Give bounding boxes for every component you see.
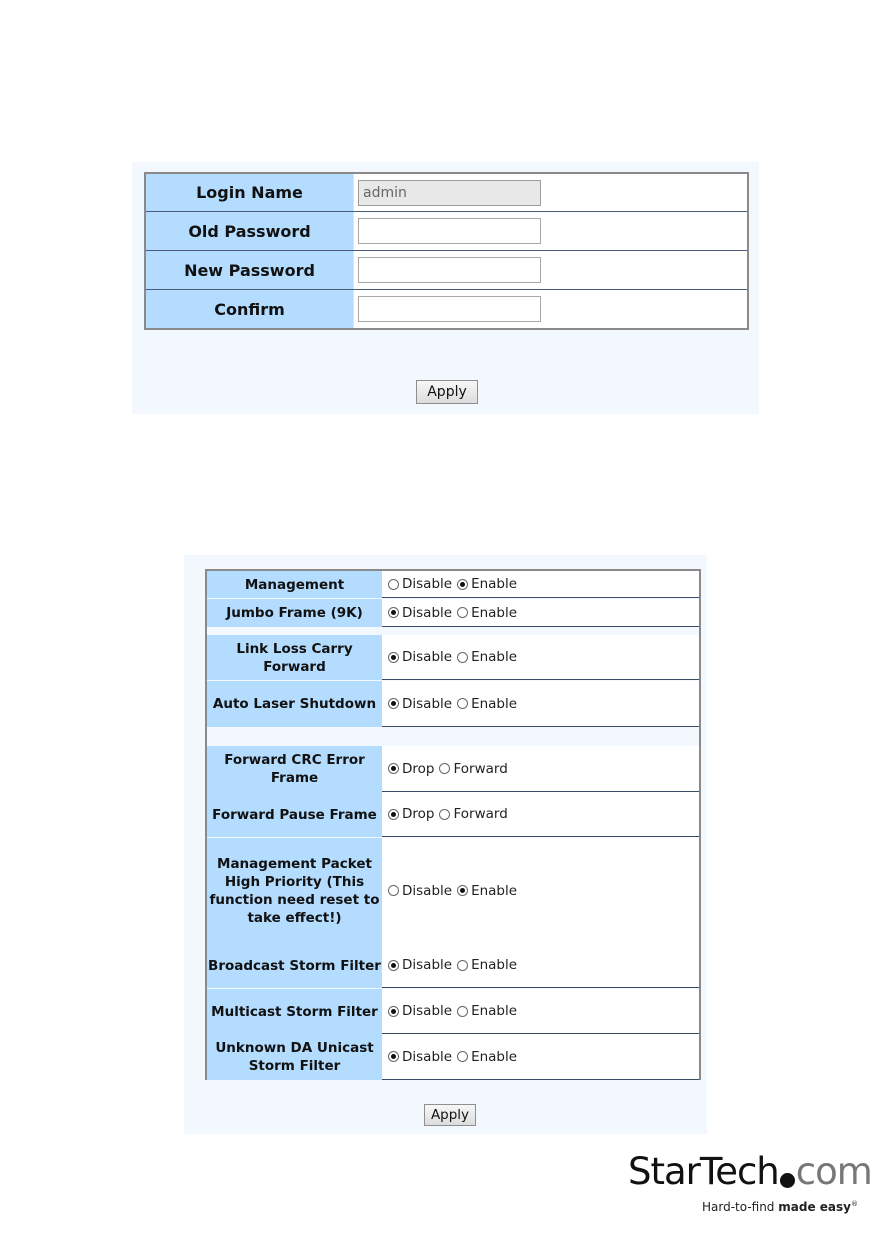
setting-label: Link Loss Carry Forward (207, 635, 382, 680)
radio-button-icon[interactable] (388, 763, 399, 774)
confirm-label: Confirm (146, 290, 354, 328)
radio-button-icon[interactable] (457, 579, 468, 590)
radio-option-disable[interactable] (388, 576, 452, 592)
radio-option-enable[interactable] (457, 605, 517, 621)
settings-apply-button[interactable]: Apply (424, 1104, 476, 1126)
setting-row (207, 989, 699, 1034)
radio-option-enable[interactable] (457, 1003, 517, 1019)
setting-label: Management Packet High Priority (This function need reset to take effect!) (207, 838, 382, 944)
setting-row (207, 1034, 699, 1080)
logo-wordmark (628, 1150, 872, 1193)
radio-option-disable[interactable] (388, 883, 452, 899)
account-settings-panel (132, 162, 759, 414)
setting-label: Multicast Storm Filter (207, 989, 382, 1034)
radio-option-label: Enable (471, 576, 518, 592)
logo-dot-icon (780, 1173, 795, 1188)
radio-option-enable[interactable] (457, 649, 517, 665)
setting-row (207, 681, 699, 727)
setting-label: Forward Pause Frame (207, 792, 382, 837)
setting-options (382, 746, 699, 792)
setting-options (382, 792, 699, 837)
radio-option-enable[interactable] (457, 883, 517, 899)
old-password-row (146, 211, 747, 250)
setting-row (207, 571, 699, 598)
radio-button-icon[interactable] (457, 698, 468, 709)
login-name-field[interactable] (358, 180, 541, 206)
radio-button-icon[interactable] (457, 960, 468, 971)
account-apply-button[interactable]: Apply (416, 380, 478, 404)
account-table (144, 172, 749, 330)
setting-row (207, 792, 699, 837)
setting-options (382, 943, 699, 988)
setting-row (207, 943, 699, 988)
old-password-label: Old Password (146, 212, 354, 250)
radio-option-enable[interactable] (457, 957, 517, 973)
logo-tagline (702, 1200, 858, 1214)
radio-option-label: Enable (471, 695, 518, 712)
radio-button-icon[interactable] (439, 809, 450, 820)
setting-row (207, 838, 699, 944)
old-password-field[interactable] (358, 218, 541, 244)
setting-label: Management (207, 571, 382, 598)
confirm-row (146, 289, 747, 328)
radio-option-drop[interactable] (388, 806, 434, 822)
radio-option-disable[interactable] (388, 605, 452, 621)
radio-option-label: Enable (471, 957, 518, 973)
radio-option-enable[interactable] (457, 576, 517, 592)
setting-label: Forward CRC Error Frame (207, 746, 382, 792)
radio-option-label: Enable (471, 882, 518, 899)
radio-option-disable[interactable] (388, 696, 452, 712)
radio-option-label: Disable (402, 957, 453, 973)
logo-brand-start: StarTech (628, 1150, 779, 1193)
logo-registered-mark: ® (850, 1200, 858, 1208)
radio-option-disable[interactable] (388, 1049, 452, 1065)
radio-option-label: Disable (402, 695, 453, 712)
new-password-label: New Password (146, 251, 354, 289)
radio-option-label: Enable (471, 604, 518, 621)
setting-label: Broadcast Storm Filter (207, 943, 382, 988)
logo-tagline-bold: made easy (778, 1200, 851, 1214)
radio-button-icon[interactable] (439, 763, 450, 774)
radio-option-label: Disable (402, 1003, 453, 1019)
radio-button-icon[interactable] (457, 1051, 468, 1062)
radio-option-disable[interactable] (388, 957, 452, 973)
radio-option-forward[interactable] (439, 806, 507, 822)
setting-options (382, 681, 699, 727)
radio-button-icon[interactable] (457, 652, 468, 663)
radio-button-icon[interactable] (388, 885, 399, 896)
radio-option-label: Enable (471, 1003, 518, 1019)
setting-label: Auto Laser Shutdown (207, 681, 382, 727)
logo-brand-end: com (795, 1150, 872, 1193)
radio-button-icon[interactable] (388, 652, 399, 663)
new-password-row (146, 250, 747, 289)
radio-option-label: Drop (402, 806, 435, 822)
radio-button-icon[interactable] (388, 579, 399, 590)
setting-options (382, 635, 699, 680)
radio-option-label: Forward (453, 760, 508, 777)
radio-button-icon[interactable] (388, 809, 399, 820)
radio-button-icon[interactable] (388, 607, 399, 618)
setting-row (207, 599, 699, 627)
radio-option-drop[interactable] (388, 761, 434, 777)
radio-button-icon[interactable] (388, 960, 399, 971)
login-name-label: Login Name (146, 174, 354, 211)
radio-option-disable[interactable] (388, 649, 452, 665)
radio-option-label: Disable (402, 604, 453, 621)
radio-option-forward[interactable] (439, 761, 507, 777)
radio-option-disable[interactable] (388, 1003, 452, 1019)
radio-button-icon[interactable] (457, 1006, 468, 1017)
setting-options (382, 599, 699, 627)
new-password-field[interactable] (358, 257, 541, 283)
setting-options (382, 571, 699, 598)
radio-option-label: Drop (402, 760, 435, 777)
setting-label: Unknown DA Unicast Storm Filter (207, 1034, 382, 1080)
switch-settings-panel (184, 555, 707, 1134)
radio-option-label: Disable (402, 576, 453, 592)
radio-option-label: Enable (471, 649, 518, 665)
setting-row (207, 635, 699, 680)
setting-options (382, 1034, 699, 1080)
startech-logo (628, 1150, 872, 1220)
radio-option-label: Disable (402, 1048, 453, 1065)
setting-options (382, 989, 699, 1034)
radio-button-icon[interactable] (457, 607, 468, 618)
radio-button-icon[interactable] (388, 1051, 399, 1062)
setting-label: Jumbo Frame (9K) (207, 599, 382, 627)
radio-button-icon[interactable] (388, 1006, 399, 1017)
radio-option-label: Forward (453, 806, 508, 822)
settings-table (205, 569, 701, 1080)
radio-button-icon[interactable] (457, 885, 468, 896)
radio-option-enable[interactable] (457, 1049, 517, 1065)
logo-tagline-light: Hard-to-find (702, 1200, 779, 1214)
confirm-password-field[interactable] (358, 296, 541, 322)
radio-option-label: Disable (402, 649, 453, 665)
login-name-row (146, 174, 747, 211)
setting-row (207, 746, 699, 792)
radio-option-enable[interactable] (457, 696, 517, 712)
radio-option-label: Disable (402, 882, 453, 899)
radio-option-label: Enable (471, 1048, 518, 1065)
setting-options (382, 838, 699, 944)
radio-button-icon[interactable] (388, 698, 399, 709)
